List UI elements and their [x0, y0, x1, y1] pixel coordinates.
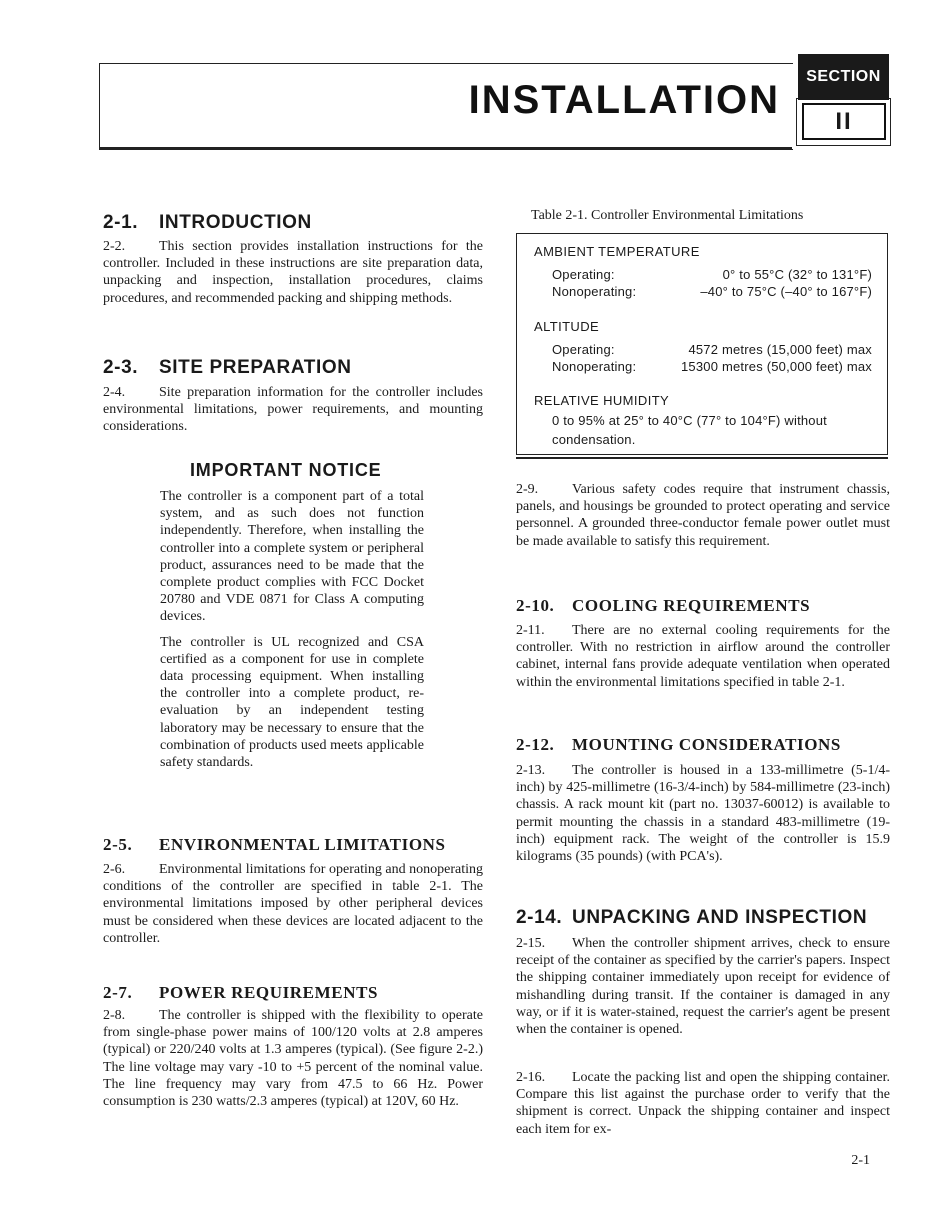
- paragraph-2-13: 2-13. The controller is housed in a 133-millimetre (5-1/4-inch) by 425-millimetre (16-3/4-inch) by 584-millimetre (23-inch) chassis. A rack mount kit (part no. 13037-60012) is available to permit mounting the chassis in a standard 483-millimetre (19-inch) equipment rack. The weight of the controller is 15.9 kilograms (35 pounds) (with PCA's).: [516, 763, 890, 865]
- paragraph-2-4: 2-4. Site preparation information for the controller includes environmental limitations, power requirements, and mounting considerations.: [103, 385, 483, 435]
- table-caption: Table 2-1. Controller Environmental Limitations: [531, 208, 804, 223]
- paragraph-2-9: 2-9. Various safety codes require that instrument chassis, panels, and housings be grounded to protect operating and service personnel. A grounded three-conductor female power outlet must be made available to satisfy this requirement.: [516, 482, 890, 549]
- table-row: 0 to 95% at 25° to 40°C (77° to 104°F) without condensation.: [552, 413, 827, 447]
- paragraph-2-11: 2-11. There are no external cooling requirements for the controller. With no restriction in airflow around the controller cabinet, internal fans provide adequate ventilation when operated within the environmental limitations specified in table 2-1.: [516, 623, 890, 690]
- paragraph-2-15: 2-15. When the controller shipment arrives, check to ensure receipt of the container as specified by the carrier's papers. Inspect the shipping container immediately upon receipt for evidence of mishandling during transit. If the container is damaged in any way, or if it is water-stained, request the carrier's agent be present when the container is opened.: [516, 936, 890, 1038]
- table-group-altitude: ALTITUDE: [534, 319, 600, 334]
- heading-introduction: 2-1. INTRODUCTION: [103, 212, 312, 233]
- section-number: II: [802, 103, 886, 140]
- table-row: Operating: 0° to 55°C (32° to 131°F): [552, 267, 872, 282]
- heading-environmental-limitations: 2-5. ENVIRONMENTAL LIMITATIONS: [103, 835, 446, 854]
- table-group-humidity: RELATIVE HUMIDITY: [534, 393, 670, 408]
- paragraph-2-8: 2-8. The controller is shipped with the flexibility to operate from single-phase power mains of 100/120 volts at 2.8 amperes (typical) or 220/240 volts at 1.3 amperes (typical). (See figure 2-2.) The line voltage may vary -10 to +5 percent of the nominal value. The line frequency may vary from 47.5 to 66 Hz. Power consumption is 230 watts/2.3 amperes (typical) at 120V, 60 Hz.: [103, 1008, 483, 1110]
- heading-mounting-considerations: 2-12. MOUNTING CONSIDERATIONS: [516, 735, 841, 754]
- heading-site-preparation: 2-3. SITE PREPARATION: [103, 357, 352, 378]
- paragraph-2-16: 2-16. Locate the packing list and open the shipping container. Compare this list against the purchase order to verify that the shipment is correct. Unpack the shipping container and inspect each item for ex-: [516, 1070, 890, 1137]
- heading-power-requirements: 2-7. POWER REQUIREMENTS: [103, 983, 379, 1002]
- environmental-limitations-table: [516, 233, 888, 455]
- page-title: INSTALLATION: [468, 78, 780, 122]
- important-notice-title: IMPORTANT NOTICE: [190, 460, 382, 480]
- table-row: Nonoperating: 15300 metres (50,000 feet) max: [552, 359, 872, 374]
- section-label: SECTION: [798, 54, 889, 100]
- heading-unpacking-and-inspection: 2-14. UNPACKING AND INSPECTION: [516, 907, 868, 928]
- page-number: 2-1: [851, 1153, 870, 1168]
- notice-paragraph-1: The controller is a component part of a total system, and as such does not function independently. Therefore, when installing the controller into a complete system or peripheral product, assurances need to be made that the complete product complies with FCC Docket 20780 and VDE 0871 for Class A computing devices.: [160, 489, 424, 625]
- table-bottom-rule: [516, 457, 888, 459]
- paragraph-2-2: 2-2. This section provides installation instructions for the controller. Included in these instructions are site preparation data, unpacking and inspection, installation procedures, claims procedures, and recommended packing and shipping methods.: [103, 239, 483, 306]
- notice-paragraph-2: The controller is UL recognized and CSA certified as a component for use in complete data processing equipment. When installing the controller into a complete product, re-evaluation by an independent testing laboratory may be necessary to ensure that the combination of products used meets applicable safety standards.: [160, 634, 424, 771]
- important-notice-body: [160, 488, 424, 779]
- table-row: Nonoperating: –40° to 75°C (–40° to 167°F): [552, 284, 872, 299]
- table-group-ambient: AMBIENT TEMPERATURE: [534, 244, 700, 259]
- paragraph-2-6: 2-6. Environmental limitations for operating and nonoperating conditions of the controller are specified in table 2-1. The environmental limitations imposed by other peripheral devices must be considered when these devices are located adjacent to the controller.: [103, 862, 483, 946]
- table-row: Operating: 4572 metres (15,000 feet) max: [552, 342, 872, 357]
- heading-cooling-requirements: 2-10. COOLING REQUIREMENTS: [516, 596, 811, 615]
- header-rule: [99, 147, 792, 149]
